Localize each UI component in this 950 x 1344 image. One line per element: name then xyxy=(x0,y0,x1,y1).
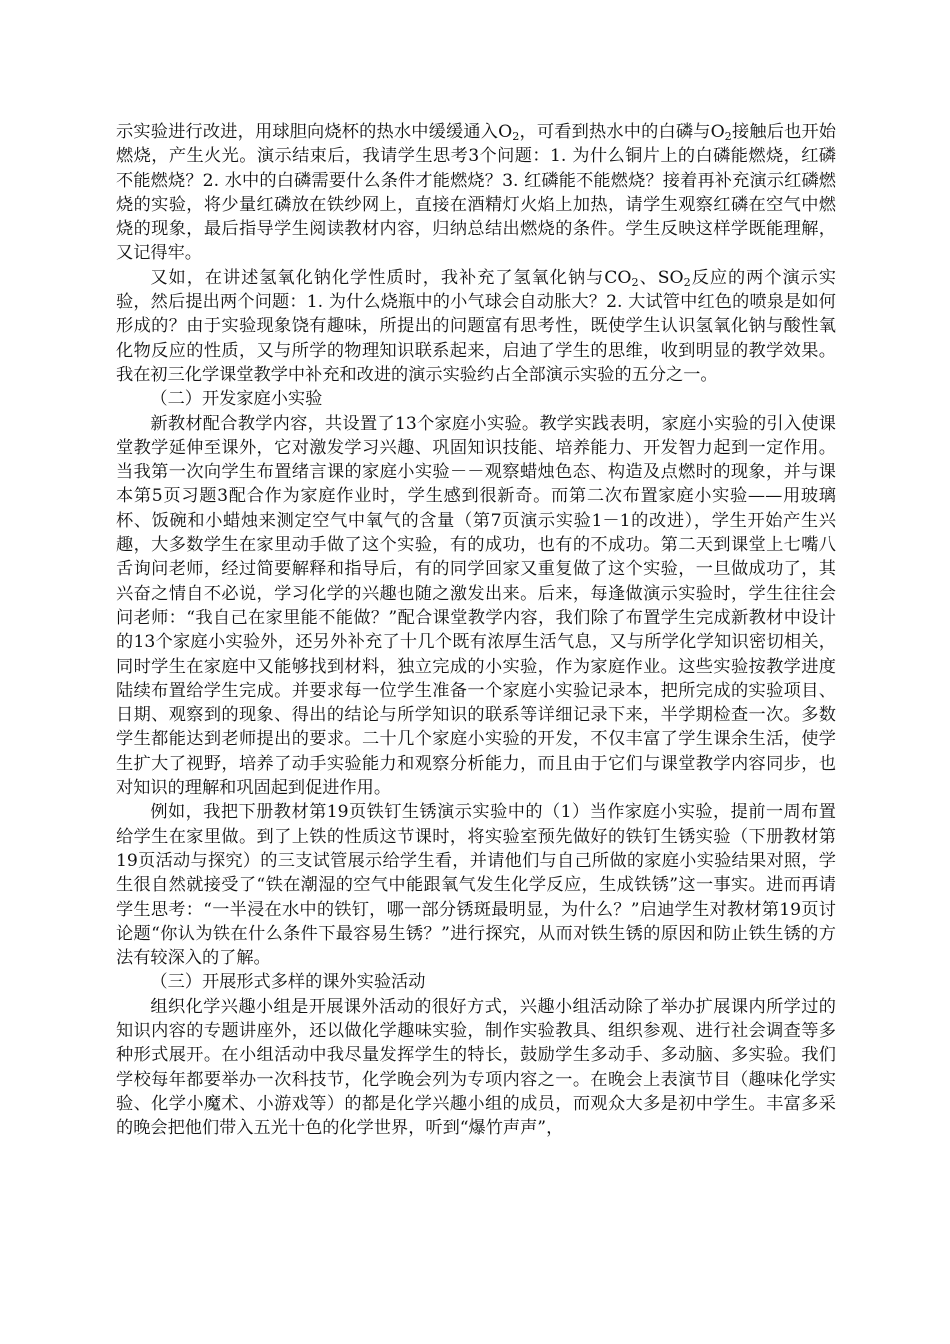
paragraph-text: （二）开发家庭小实验 xyxy=(150,389,323,410)
paragraph-text: 又如，在讲述氢氧化钠化学性质时，我补充了氢氧化钠与CO xyxy=(150,267,632,288)
paragraph-text: 接触后也开始燃烧，产生火光。演示结束后，我请学生思考3个问题：1. 为什么铜片上的白磷能燃烧，红磷不能燃烧？2. 水中的白磷需要什么条件才能燃烧？3. 红磷能不能燃烧？接着再补充演示红磷燃烧的实验，将少量红磷放在铁纱网上，直接在酒精灯火焰上加热，请学生观察红磷在空气中燃烧的现象，最后指导学生阅读教材内容，归纳总结出燃烧的条件。学生反映这样学既能理解，又记得牢。 xyxy=(116,122,836,264)
paragraph-text: （三）开展形式多样的课外实验活动 xyxy=(150,972,426,993)
paragraph-text: 示实验进行改进，用球胆向烧杯的热水中缓缓通入O xyxy=(116,122,513,142)
body-paragraph xyxy=(116,412,836,801)
section-heading xyxy=(116,970,836,994)
section-heading xyxy=(116,387,836,411)
paragraph-text: 例如，我把下册教材第19页铁钉生锈演示实验中的（1）当作家庭小实验，提前一周布置给学生在家里做。到了上铁的性质这节课时，将实验室预先做好的铁钉生锈实验（下册教材第19页活动与探究）的三支试管展示给学生看，并请他们与自己所做的家庭小实验结果对照，学生很自然就接受了“铁在潮湿的空气中能跟氧气发生化学反应，生成铁锈”这一事实。进而再请学生思考：“一半浸在水中的铁钉，哪一部分锈斑最明显，为什么？”启迪学生对教材第19页讨论题“你认为铁在什么条件下最容易生锈？”进行探究，从而对铁生锈的原因和防止铁生锈的方法有较深入的了解。 xyxy=(116,802,836,969)
paragraph-text: ，可看到热水中的白磷与O xyxy=(519,122,725,142)
paragraph-text: 新教材配合教学内容，共设置了13个家庭小实验。教学实践表明，家庭小实验的引入使课堂教学延伸至课外，它对激发学习兴趣、巩固知识技能、培养能力、开发智力起到一定作用。当我第一次向学生布置绪言课的家庭小实验－－观察蜡烛色态、构造及点燃时的现象，并与课本第5页习题3配合作为家庭作业时，学生感到很新奇。而第二次布置家庭小实验——用玻璃杯、饭碗和小蜡烛来测定空气中氧气的含量（第7页演示实验1－1的改进），学生开始产生兴趣，大多数学生在家里动手做了这个实验，有的成功，也有的不成功。第二天到课堂上七嘴八舌询问老师，经过简要解释和指导后，有的同学回家又重复做了这个实验，一旦做成功了，其兴奋之情自不必说，学习化学的兴趣也随之激发出来。后来，每逢做演示实验时，学生往往会问老师：“我自己在家里能不能做？”配合课堂教学内容，我们除了布置学生完成新教材中设计的13个家庭小实验外，还另外补充了十几个既有浓厚生活气息，又与所学化学知识密切相关，同时学生在家庭中又能够找到材料，独立完成的小实验，作为家庭作业。这些实验按教学进度陆续布置给学生完成。并要求每一位学生准备一个家庭小实验记录本，把所完成的实验项目、日期、观察到的现象、得出的结论与所学知识的联系等详细记录下来，半学期检查一次。多数学生都能达到老师提出的要求。二十几个家庭小实验的开发，不仅丰富了学生课余生活，使学生扩大了视野，培养了动手实验能力和观察分析能力，而且由于它们与课堂教学内容同步，也对知识的理解和巩固起到促进作用。 xyxy=(116,413,836,799)
paragraph-text: 组织化学兴趣小组是开展课外活动的很好方式，兴趣小组活动除了举办扩展课内所学过的知识内容的专题讲座外，还以做化学趣味实验，制作实验教具、组织参观、进行社会调查等多种形式展开。在小组活动中我尽量发挥学生的特长，鼓励学生多动手、多动脑、多实验。我们学校每年都要举办一次科技节，化学晚会列为专项内容之一。在晚会上表演节目（趣味化学实验、化学小魔术、小游戏等）的都是化学兴趣小组的成员，而观众大多是初中学生。丰富多采的晚会把他们带入五光十色的化学世界，听到“爆竹声声”， xyxy=(116,996,836,1139)
document-page xyxy=(116,120,836,1140)
subscript: 2 xyxy=(631,275,639,289)
subscript: 2 xyxy=(724,129,732,143)
paragraph-text: 反应的两个演示实验，然后提出两个问题：1. 为什么烧瓶中的小气球会自动胀大？2. 大试管中红色的喷泉是如何形成的？由于实验现象饶有趣味，所提出的问题富有思考性，既使学生认识氢氧化钠与酸性氧化物反应的性质，又与所学的物理知识联系起来，启迪了学生的思维，收到明显的教学效果。我在初三化学课堂教学中补充和改进的演示实验约占全部演示实验的五分之一。 xyxy=(116,267,836,385)
body-paragraph xyxy=(116,266,836,387)
body-paragraph xyxy=(116,800,836,970)
body-paragraph xyxy=(116,995,836,1141)
body-paragraph xyxy=(116,120,836,266)
paragraph-text: 、SO xyxy=(638,267,684,288)
subscript: 2 xyxy=(512,129,520,143)
subscript: 2 xyxy=(683,275,691,289)
